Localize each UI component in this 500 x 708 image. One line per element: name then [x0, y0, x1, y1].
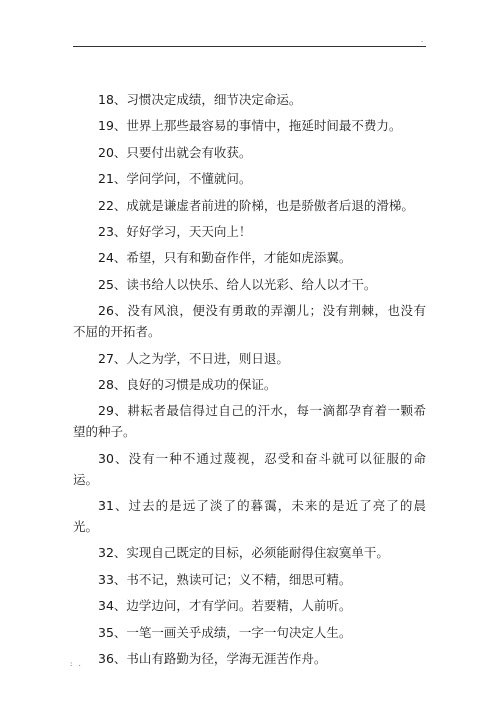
list-item: 25、读书给人以快乐、给人以光彩、给人以才干。 [98, 276, 377, 292]
list-item: 36、书山有路勤为径，学海无涯苦作舟。 [98, 651, 327, 667]
list-item: 29、耕耘者最信得过自己的汗水，每一滴都孕育着一颗希望的种子。 [73, 403, 426, 440]
list-item: 30、没有一种不通过蔑视，忍受和奋斗就可以征服的命运。 [73, 450, 426, 487]
list-item: 24、希望，只有和勤奋作伴，才能如虎添翼。 [98, 250, 352, 266]
list-item: 27、人之为学，不日进，则日退。 [98, 350, 289, 366]
list-item: 19、世界上那些最容易的事情中，拖延时间最不费力。 [98, 118, 402, 134]
list-item: 22、成就是谦虚者前进的阶梯，也是骄傲者后退的滑梯。 [98, 197, 414, 213]
list-item: 32、实现自己既定的目标，必须能耐得住寂寞单干。 [98, 545, 389, 561]
list-item: 18、习惯决定成绩，细节决定命运。 [98, 92, 302, 107]
list-item: 31、过去的是远了淡了的暮霭，未来的是近了亮了的晨光。 [73, 498, 426, 535]
footer-mark: : . [70, 660, 83, 668]
list-item: 28、良好的习惯是成功的保证。 [98, 376, 277, 392]
quote-list [73, 89, 426, 674]
list-item: 33、书不记，熟读可记；义不精，细思可精。 [98, 571, 352, 587]
list-item: 26、没有风浪，便没有勇敢的弄潮儿；没有荆棘，也没有不屈的开拓者。 [73, 303, 426, 340]
list-item: 34、边学边问，才有学问。若要精，人前听。 [98, 598, 352, 614]
list-item: 20、只要付出就会有收获。 [98, 144, 252, 160]
list-item: 21、学问学问，不懂就问。 [98, 171, 252, 187]
header-mark: . [421, 36, 424, 44]
list-item: 35、一笔一画关乎成绩，一字一句决定人生。 [98, 624, 352, 640]
header-rule [73, 46, 426, 47]
list-item: 23、好好学习，天天向上！ [98, 223, 252, 239]
